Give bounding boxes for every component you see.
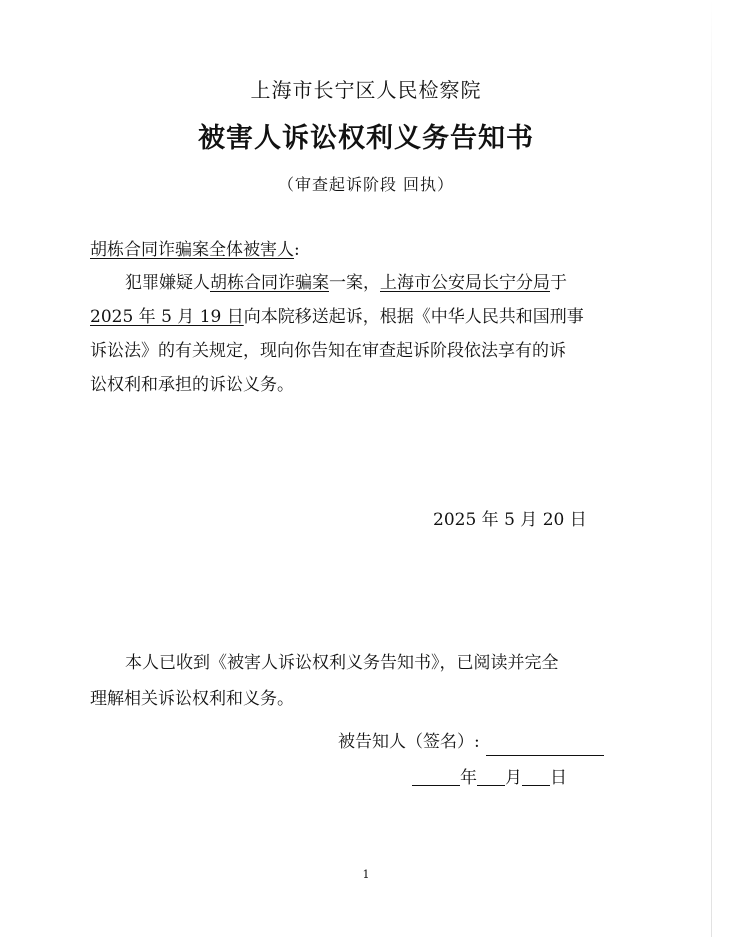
page-number: 1 xyxy=(362,868,370,881)
suspect-case: 胡栋合同诈骗案 xyxy=(210,273,329,293)
agency-suffix: 于 xyxy=(550,273,567,293)
receipt-line-2: 理解相关诉讼权利和义务。 xyxy=(90,689,294,709)
signature-field[interactable] xyxy=(486,735,604,756)
suspect-prefix: 犯罪嫌疑人 xyxy=(125,273,210,293)
signature-label: 被告知人（签名）: xyxy=(338,732,480,752)
addressee-colon: : xyxy=(294,240,300,260)
document-title: 被害人诉讼权利义务告知书 xyxy=(198,123,534,154)
signature-row xyxy=(338,727,604,756)
sign-month-field[interactable] xyxy=(477,784,505,786)
month-label: 月 xyxy=(505,768,522,788)
receipt-statement xyxy=(90,645,630,717)
notice-body xyxy=(90,266,625,402)
addressee-name: 胡栋合同诈骗案全体被害人 xyxy=(90,240,294,260)
receipt-line-1: 本人已收到《被害人诉讼权利义务告知书》，已阅读并完全 xyxy=(125,653,559,673)
notice-line-2 xyxy=(90,300,625,334)
issue-date: 2025 年 5 月 20 日 xyxy=(433,510,587,530)
sign-date-row xyxy=(412,763,567,788)
organization-name: 上海市长宁区人民检察院 xyxy=(250,78,482,102)
sign-year-field[interactable] xyxy=(412,784,460,786)
day-label: 日 xyxy=(550,768,567,788)
police-agency: 上海市公安局长宁分局 xyxy=(380,273,550,293)
notice-line-3: 诉讼法》的有关规定，现向你告知在审查起诉阶段依法享有的诉 xyxy=(90,341,566,361)
year-label: 年 xyxy=(460,768,477,788)
notice-line-2-text: 向本院移送起诉，根据《中华人民共和国刑事 xyxy=(243,307,584,327)
document-subtitle: （审查起诉阶段 回执） xyxy=(277,175,455,194)
notice-line-1 xyxy=(90,266,625,300)
addressee xyxy=(90,235,300,260)
transfer-date: 2025 年 5 月 19 日 xyxy=(90,307,244,327)
notice-line-4: 讼权利和承担的诉讼义务。 xyxy=(90,375,294,395)
case-suffix: 一案， xyxy=(329,273,380,293)
sign-day-field[interactable] xyxy=(522,784,550,786)
